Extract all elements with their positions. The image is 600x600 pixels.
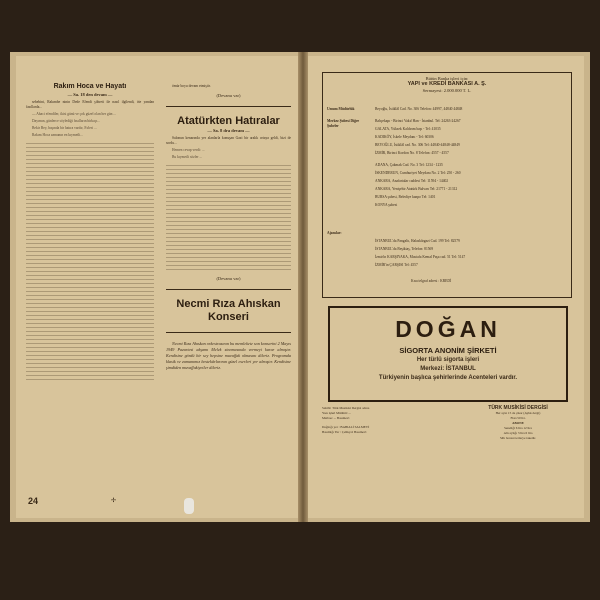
article-subtitle-ataturk: — Sa. 8 dra devam — (207, 128, 250, 133)
imprint-line: Yazı işleri Müdürü: ... (322, 411, 351, 415)
article-paragraph: Bekir Bey, başında bir hatıra vardır, Evleri ... (32, 126, 97, 130)
abone-row: Sâlı bonasi terlerye takedir. (499, 436, 537, 440)
article-paragraph: Salonun kenarında yer alanlarla konuşan Gazi bir aralık ortaya geldi, bizi de sordu... (166, 136, 291, 145)
body-text-block (26, 140, 154, 380)
imprint-block (322, 406, 369, 435)
divider (166, 106, 291, 107)
branch-item: Bahçekapı - Birinci Vakıf Han - İstanbul. Tel: 24263-24267 (375, 119, 461, 123)
body-text-block (166, 162, 291, 272)
abone-label: ABONE (512, 421, 524, 425)
continued-note: (Devamı var) (216, 276, 241, 281)
bank-ad (322, 72, 572, 298)
left-page (16, 56, 298, 518)
branch-item: ANKARA, Yenişehir Atatürk Bulvarı Tel: 21771 - 21312 (375, 187, 458, 191)
bank-name: YAPI ve KREDİ BANKASI A. Ş. (407, 81, 487, 87)
head-office-label: Umum Müdürlük (327, 107, 355, 111)
branches-label: Merkez Şubesi Diğer Şubeler (327, 119, 360, 128)
continued-note: (Devamı var) (216, 93, 241, 98)
imprint-line: Basıldığı Yer : Çelikyol Basımevi (322, 430, 367, 434)
article-paragraph: Necmi Rıza Ahıskan orkestrasının bu memlekete son konserini 2 Mayıs 1949 Pazartesi akşamı Melek sinemasında vermeyi karar almıştır. Kendisine gördü bir sey hepsine muvaffak olmasını dileriz. Programda klasik ve zamanımız bestekârlarının güzel eserleri yer almıştır. Kendisine şimdiden muvaffakiyetler dileriz. (166, 341, 291, 370)
left-column (26, 78, 154, 380)
gutter (298, 52, 308, 522)
dogan-company: SİGORTA ANONİM ŞİRKETİ (399, 346, 497, 355)
dogan-line: Merkezi: İSTANBUL (420, 366, 476, 372)
article-tail: ömür boyu devam etmiştir. (172, 84, 211, 88)
branch-item: ADANA, Çakmak Cad. No. 3 Tel: 1234 - 1235 (375, 163, 443, 167)
abone-row: Seneliği 6 lira 12 lira (504, 426, 532, 430)
article-title-ataturk: Atatürkten Hatıralar (177, 115, 280, 127)
branch-item: BURSA şubesi, Belediye kanpo Tel: 1401 (375, 195, 436, 199)
divider (166, 332, 291, 333)
article-paragraph: Dayımın, günlerce söylediği fasılların birkaçı... (32, 119, 101, 123)
telegram-address: Kısa telgraf adresi : KREDİ (411, 279, 452, 283)
article-title-rakim: Rakım Hoca ve Hayatı (53, 83, 127, 90)
article-paragraph: — Abaci efendiler, ikisi günü ve çok güzel olan her gün ... (32, 112, 116, 116)
article-paragraph: sebebini, Rakımbe ninin Dede Efendi şöhreti ile nasıl ilgilendi, öte yandan fasıllarda... (26, 100, 154, 109)
branch-item: KADIKÖY, İskele Meydanı - Tel: 60306 (375, 135, 434, 139)
bank-capital: Sermayesi: 2.000.000 T. L. (422, 88, 472, 93)
binding-tape-icon (184, 498, 194, 514)
branch-item: İZMİR, Birinci Kordon No. 8 Telefon: 4557 - 4557 (375, 151, 449, 155)
bank-header: Bütün Banka işleri için: (425, 76, 469, 81)
journal-info: Her ayın 15 de çıkar (Aylık dergi) (495, 411, 541, 415)
right-column (166, 84, 291, 373)
article-paragraph: Hemen cevap verdi: ... (172, 148, 205, 152)
branch-item: KONYA şubesi (375, 203, 398, 207)
branch-item: GALATA, Yüksek Kaldırım başı - Tel: 41035 (375, 127, 441, 131)
magazine-spread (10, 52, 590, 522)
imprint-line: Dağıtığı yer : BABIALİ SALMEVİ (322, 425, 370, 429)
head-office: Beyoğlu, İstiklâl Cad. No. 306 Telefon: 44997, 44840 44848 (375, 107, 463, 111)
branch-item: ANKARA, Anafartalar caddesi Tel: 11594 - 14402 (375, 179, 449, 183)
dogan-line: Her türlü sigorta işleri (416, 357, 480, 363)
dogan-insurance-ad (328, 306, 568, 402)
dogan-name: DOĞAN (395, 316, 501, 342)
agency-item: İZMİR'in ÇARŞISI Tel: 4557 (375, 263, 418, 267)
journal-price: Fiatı 50 Kr. (510, 416, 526, 420)
article-title-konseri: Konseri (208, 311, 249, 323)
divider (166, 289, 291, 290)
journal-info-block (458, 406, 578, 441)
article-paragraph: Rakım Hoca zamanın en kıymetli... (32, 133, 83, 137)
agency-item: İSTANBUL'da Beşiktaş, Telefon: 81569 (375, 247, 434, 251)
journal-title: TÜRK MUSİKİSİ DERGİSİ (488, 405, 548, 411)
agency-item: İzmir'in KARŞIYAKA, Mustafa Kemal Paşa cad. 51 Tel: 5147 (375, 255, 466, 259)
right-page (308, 56, 584, 518)
agency-item: İSTANBUL'da Pangaltı, Halaskârgazi Cad. 199 Tel: 82579 (375, 239, 460, 243)
imprint-line: Sahibi: Türk Musikisi Dergisi adına (322, 406, 370, 410)
abone-row: Altı aylığı 3 lira 6 lira (503, 431, 533, 435)
page-number: 24 (28, 496, 39, 506)
imprint-line: Matbaa: ... Basımevi (322, 416, 350, 420)
article-paragraph: Bu kıymetli sözler ... (172, 155, 203, 159)
article-title-necmi: Necmi Rıza Ahıskan (176, 298, 281, 310)
article-subtitle-rakim: — Sa. 18 den devam — (67, 92, 113, 97)
page-mark-icon: ✢ (111, 498, 117, 504)
dogan-line: Türkiyenin başlıca şehirlerinde Acenteleri vardır. (378, 375, 518, 381)
agencies-label: Ajanslar: (327, 231, 342, 235)
branch-item: BEYOĞLU, İstiklâl cad. No. 306 Tel: 44840-44848-44849 (375, 143, 460, 147)
branch-item: İSKENDERUN, Cumhuriyet Meydanı No. 2 Tel: 250 - 260 (375, 171, 461, 175)
